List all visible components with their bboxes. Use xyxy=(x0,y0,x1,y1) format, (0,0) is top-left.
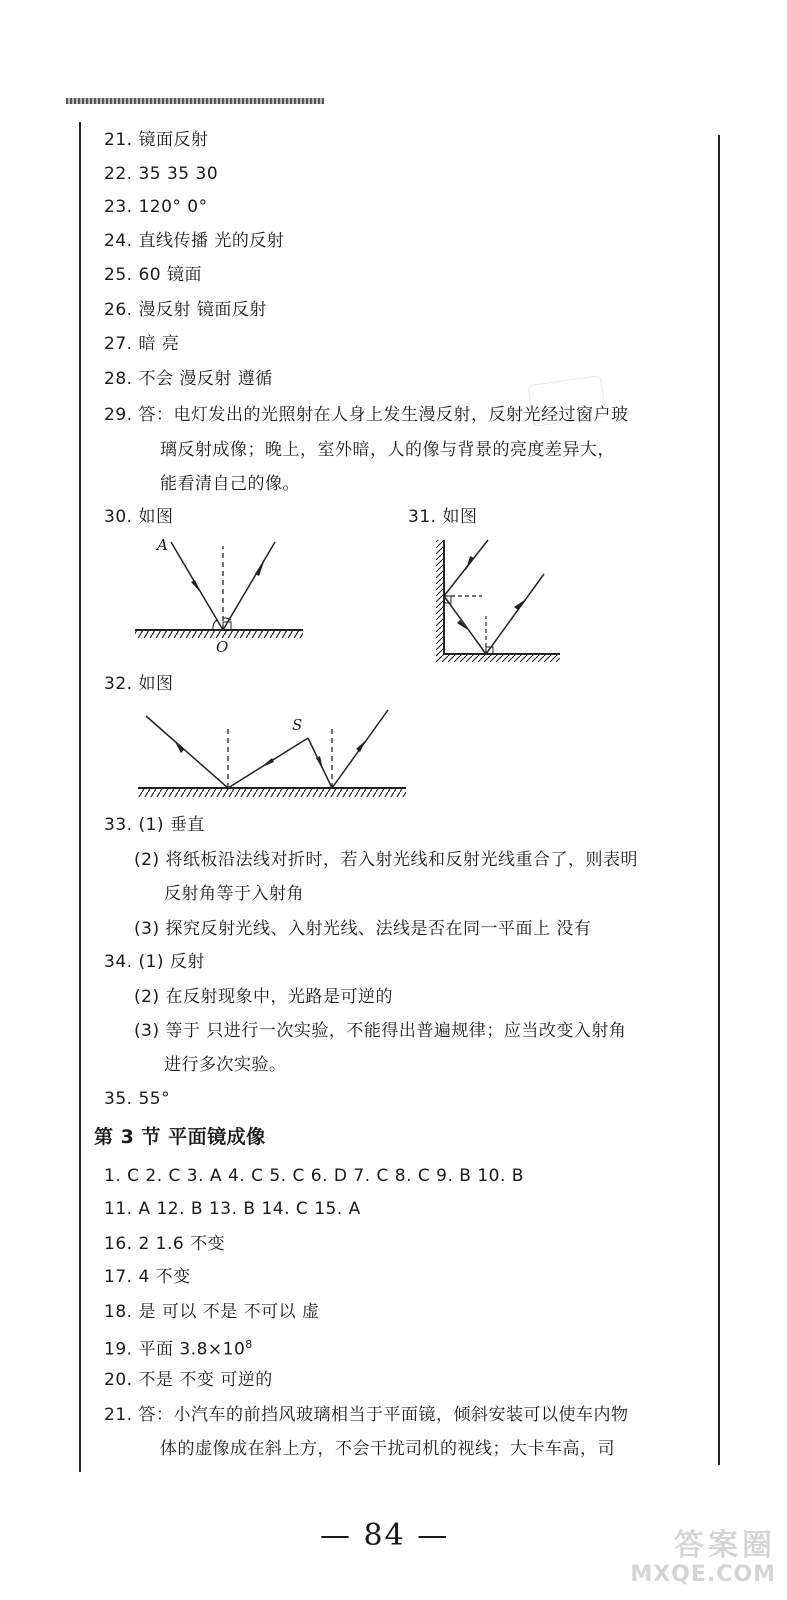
incident-arrow xyxy=(466,556,474,570)
arrow-s-to-right xyxy=(316,756,323,770)
answer-29-line2: 璃反射成像；晚上，室外暗，人的像与背景的亮度差异大， xyxy=(160,440,615,460)
answer-25: 25. 60 镜面 xyxy=(104,265,202,285)
answer-31: 31. 如图 xyxy=(408,507,478,527)
outgoing-ray xyxy=(486,574,544,654)
answer-21-line2: 体的虚像成在斜上方，不会干扰司机的视线；大卡车高，司 xyxy=(160,1439,615,1459)
answer-18: 18. 是 可以 不是 不可以 虚 xyxy=(104,1302,320,1322)
arrow-left-reflected xyxy=(174,740,184,753)
answer-34-3: (3) 等于 只进行一次实验，不能得出普遍规律；应当改变入射角 xyxy=(134,1021,627,1041)
answer-20: 20. 不是 不变 可逆的 xyxy=(104,1370,273,1390)
answer-33-2: (2) 将纸板沿法线对折时，若入射光线和反射光线重合了，则表明 xyxy=(134,850,638,870)
answer-28: 28. 不会 漫反射 遵循 xyxy=(104,369,273,389)
answers-11-15: 11. A 12. B 13. B 14. C 15. A xyxy=(104,1199,361,1219)
answer-32: 32. 如图 xyxy=(104,674,174,694)
reflected-arrow xyxy=(255,559,265,576)
reflected-ray xyxy=(223,542,275,630)
watermark-logo-text: 答案圈 xyxy=(674,1528,776,1563)
answer-34-3-cont: 进行多次实验。 xyxy=(164,1055,287,1075)
mirror-surface xyxy=(135,630,303,638)
answer-22: 22. 35 35 30 xyxy=(104,164,219,184)
answer-34-2: (2) 在反射现象中，光路是可逆的 xyxy=(134,987,393,1007)
answer-33-1: 33. (1) 垂直 xyxy=(104,815,205,835)
section-heading: 第 3 节 平面镜成像 xyxy=(94,1126,266,1148)
answer-26: 26. 漫反射 镜面反射 xyxy=(104,300,267,320)
answer-33-2-cont: 反射角等于入射角 xyxy=(164,884,304,904)
answer-17: 17. 4 不变 xyxy=(104,1267,191,1287)
answer-34-1: 34. (1) 反射 xyxy=(104,952,205,972)
left-margin-line xyxy=(79,122,81,1472)
answer-27: 27. 暗 亮 xyxy=(104,334,180,354)
label-a: A xyxy=(157,536,168,554)
right-margin-line xyxy=(718,135,720,1465)
incident-ray xyxy=(444,540,488,596)
figure-32 xyxy=(130,702,420,802)
answer-16: 16. 2 1.6 不变 xyxy=(104,1234,226,1254)
answer-30: 30. 如图 xyxy=(104,507,174,527)
answer-29-line3: 能看清自己的像。 xyxy=(160,474,300,494)
ray-left-reflected xyxy=(146,716,228,788)
angle-arc xyxy=(213,620,217,630)
watermark-site: MXQE.COM xyxy=(630,1562,776,1587)
header-rule xyxy=(66,98,324,104)
vertical-mirror xyxy=(436,540,444,662)
answer-19 xyxy=(104,1334,253,1361)
figure-31 xyxy=(430,530,570,670)
answer-19-exponent: 8 xyxy=(245,1338,253,1351)
page-number: — 84 — xyxy=(320,1518,450,1553)
arrow-s-to-left xyxy=(260,758,274,768)
horizontal-mirror xyxy=(436,654,560,662)
answer-19-text: 19. 平面 3.8×10 xyxy=(104,1339,246,1360)
answer-24: 24. 直线传播 光的反射 xyxy=(104,231,285,251)
figure-30 xyxy=(125,530,315,655)
answer-35: 35. 55° xyxy=(104,1089,171,1109)
mirror-surface xyxy=(138,788,406,797)
label-o: O xyxy=(216,638,229,656)
answer-29-line1: 29. 答：电灯发出的光照射在人身上发生漫反射，反射光经过窗户玻 xyxy=(104,405,629,425)
answers-1-10: 1. C 2. C 3. A 4. C 5. C 6. D 7. C 8. C 9. B 10. B xyxy=(104,1166,524,1186)
answer-33-3: (3) 探究反射光线、入射光线、法线是否在同一平面上 没有 xyxy=(134,919,592,939)
watermark xyxy=(592,1520,782,1595)
answer-21: 21. 镜面反射 xyxy=(104,130,209,150)
answer-21-line1: 21. 答：小汽车的前挡风玻璃相当于平面镜，倾斜安装可以使车内物 xyxy=(104,1405,629,1425)
label-s: S xyxy=(292,716,303,734)
arrow-right-reflected xyxy=(356,740,366,752)
answer-23: 23. 120° 0° xyxy=(104,197,208,217)
middle-ray xyxy=(444,596,486,654)
incident-arrow xyxy=(191,580,201,593)
